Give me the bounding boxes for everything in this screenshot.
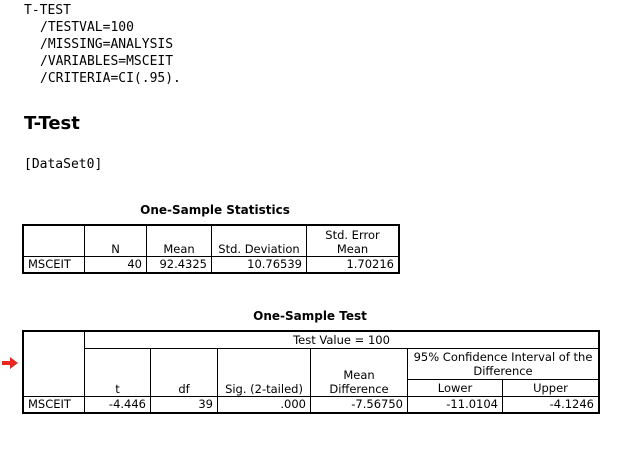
row-label-msceit: MSCEIT: [23, 396, 85, 413]
one-sample-test-table[interactable]: [22, 330, 600, 414]
test-value-header: Test Value = 100: [85, 331, 600, 348]
cell-mean-difference: -7.56750: [311, 396, 408, 413]
syntax-line: /MISSING=ANALYSIS: [40, 37, 174, 52]
col-header-sig: Sig. (2-tailed): [218, 348, 311, 396]
cell-upper: -4.1246: [503, 396, 600, 413]
cell-mean: 92.4325: [147, 256, 212, 273]
col-header-df: df: [151, 348, 218, 396]
corner-cell: [23, 331, 85, 396]
syntax-line: T-TEST: [24, 3, 71, 18]
col-header-std-error-mean: Std. Error Mean: [307, 225, 400, 256]
output-title: T-Test: [24, 113, 80, 134]
cell-t: -4.446: [85, 396, 151, 413]
stats-table-caption: One-Sample Statistics: [140, 203, 290, 217]
col-header-confidence-interval: 95% Confidence Interval of the Difference: [408, 348, 600, 379]
col-header-std-deviation: Std. Deviation: [212, 225, 307, 256]
syntax-line: /TESTVAL=100: [40, 20, 134, 35]
syntax-line: /CRITERIA=CI(.95).: [40, 71, 181, 86]
arrow-shape: [2, 357, 18, 369]
dataset-label: [DataSet0]: [24, 157, 103, 172]
cell-sig: .000: [218, 396, 311, 413]
cell-std-error-mean: 1.70216: [307, 256, 400, 273]
cell-n: 40: [85, 256, 147, 273]
col-header-n: N: [85, 225, 147, 256]
syntax-block: [24, 2, 181, 87]
cell-df: 39: [151, 396, 218, 413]
col-header-lower: Lower: [408, 379, 503, 396]
cell-std-deviation: 10.76539: [212, 256, 307, 273]
test-table-caption: One-Sample Test: [253, 309, 367, 323]
col-header-upper: Upper: [503, 379, 600, 396]
syntax-line: /VARIABLES=MSCEIT: [40, 54, 174, 69]
selection-arrow-icon: [2, 357, 18, 369]
col-header-t: t: [85, 348, 151, 396]
corner-cell: [23, 225, 85, 256]
col-header-mean-difference: Mean Difference: [311, 348, 408, 396]
cell-lower: -11.0104: [408, 396, 503, 413]
col-header-mean: Mean: [147, 225, 212, 256]
row-label-msceit: MSCEIT: [23, 256, 85, 273]
one-sample-statistics-table[interactable]: [22, 224, 400, 274]
